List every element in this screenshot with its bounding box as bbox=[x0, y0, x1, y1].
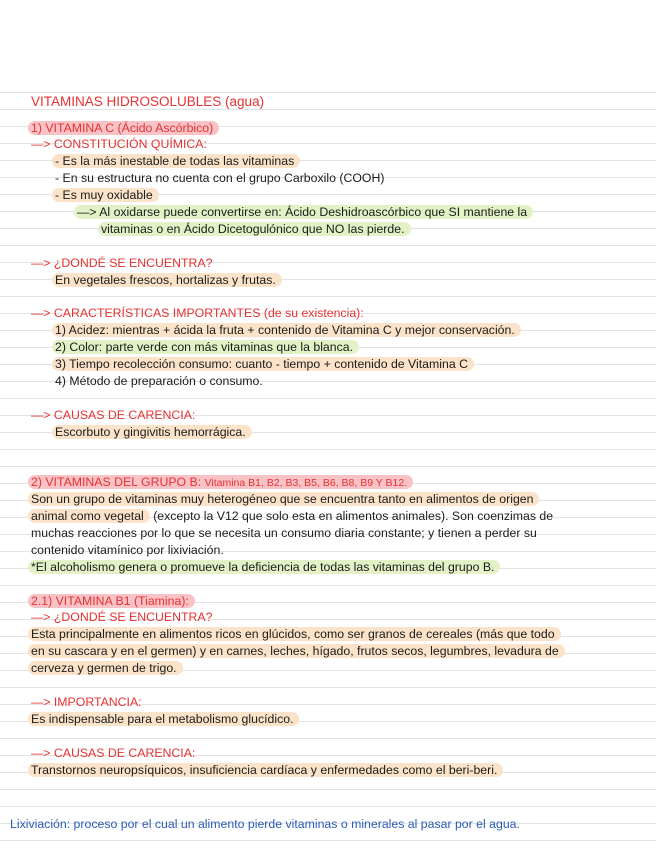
b1-donde-line-3: cerveza y germen de trigo. bbox=[31, 660, 183, 676]
vitc-constitucion-label: —> CONSTITUCIÓN QUÍMICA: bbox=[31, 137, 207, 151]
vitc-caract-2: 2) Color: parte verde con más vitaminas que la blanca. bbox=[55, 339, 359, 355]
vitc-bullet-3: - Es muy oxidable bbox=[55, 187, 159, 203]
footnote-lixiviacion: Lixiviación: proceso por el cual un alimento pierde vitaminas o minerales al pasar por el agua. bbox=[10, 817, 520, 831]
b1-heading: 2.1) VITAMINA B1 (Tiamina): bbox=[31, 593, 195, 609]
vitc-donde-text: En vegetales frescos, hortalizas y frutas. bbox=[55, 272, 282, 288]
vitc-causas-text: Escorbuto y gingivitis hemorrágica. bbox=[55, 424, 252, 440]
grupob-para-line-4: contenido vitamínico por lixiviación. bbox=[31, 543, 224, 557]
b1-donde-line-2: en su cascara y en el germen) y en carnes, leches, hígado, frutos secos, legumbres, levadura de bbox=[31, 643, 565, 659]
vitc-caract-4: 4) Método de preparación o consumo. bbox=[55, 374, 263, 388]
grupob-para-line-1: Son un grupo de vitaminas muy heterogéneo que se encuentra tanto en alimentos de origen bbox=[31, 491, 539, 507]
vitc-causas-label: —> CAUSAS DE CARENCIA: bbox=[31, 408, 196, 422]
vitc-heading: 1) VITAMINA C (Ácido Ascórbico) bbox=[31, 120, 219, 136]
grupob-para-line-2 bbox=[31, 508, 553, 524]
vitc-caract-1: 1) Acidez: mientras + ácida la fruta + contenido de Vitamina C y mejor conservación. bbox=[55, 322, 521, 338]
grupob-note: *El alcoholismo genera o promueve la deficiencia de todas las vitaminas del grupo B. bbox=[31, 559, 500, 575]
vitc-caract-3: 3) Tiempo recolección consumo: cuanto - tiempo + contenido de Vitamina C bbox=[55, 356, 474, 372]
vitc-sub-line-2: vitaminas o en Ácido Dicetogulónico que NO las pierde. bbox=[101, 221, 411, 237]
grupob-para-line-2-rest: (excepto la V12 que solo esta en alimentos animales). Son coenzimas de bbox=[149, 509, 554, 523]
b1-causas-label: —> CAUSAS DE CARENCIA: bbox=[31, 746, 196, 760]
vitc-bullet-2: - En su estructura no cuenta con el grupo Carboxilo (COOH) bbox=[55, 171, 385, 185]
vitc-donde-label: —> ¿DONDÉ SE ENCUENTRA? bbox=[31, 256, 213, 270]
vitc-caract-label: —> CARACTERÍSTICAS IMPORTANTES (de su existencia): bbox=[31, 306, 364, 320]
vitc-bullet-1: - Es la más inestable de todas las vitaminas bbox=[55, 153, 300, 169]
grupob-heading: 2) VITAMINAS DEL GRUPO B: Vitamina B1, B2, B3, B5, B6, B8, B9 Y B12. bbox=[31, 474, 413, 491]
vitc-sub-line-1: —> Al oxidarse puede convertirse en: Ácido Deshidroascórbico que SI mantiene la bbox=[77, 204, 533, 220]
grupob-para-line-3: muchas reacciones por lo que se necesita un consumo diaria constante; y tienen a perder su bbox=[31, 526, 537, 540]
b1-importancia-text: Es indispensable para el metabolismo glucídico. bbox=[31, 711, 299, 727]
page-title: VITAMINAS HIDROSOLUBLES (agua) bbox=[31, 94, 265, 109]
b1-donde-line-1: Esta principalmente en alimentos ricos en glúcidos, como ser granos de cereales (más que todo bbox=[31, 626, 561, 642]
b1-importancia-label: —> IMPORTANCIA: bbox=[31, 695, 142, 709]
grupob-para-line-2-highlight: animal como vegetal bbox=[28, 509, 150, 523]
b1-donde-label: —> ¿DONDÉ SE ENCUENTRA? bbox=[31, 610, 213, 624]
page-top-margin bbox=[0, 0, 656, 76]
b1-causas-text: Transtornos neuropsíquicos, insuficiencia cardíaca y enfermedades como el beri-beri. bbox=[31, 762, 503, 778]
